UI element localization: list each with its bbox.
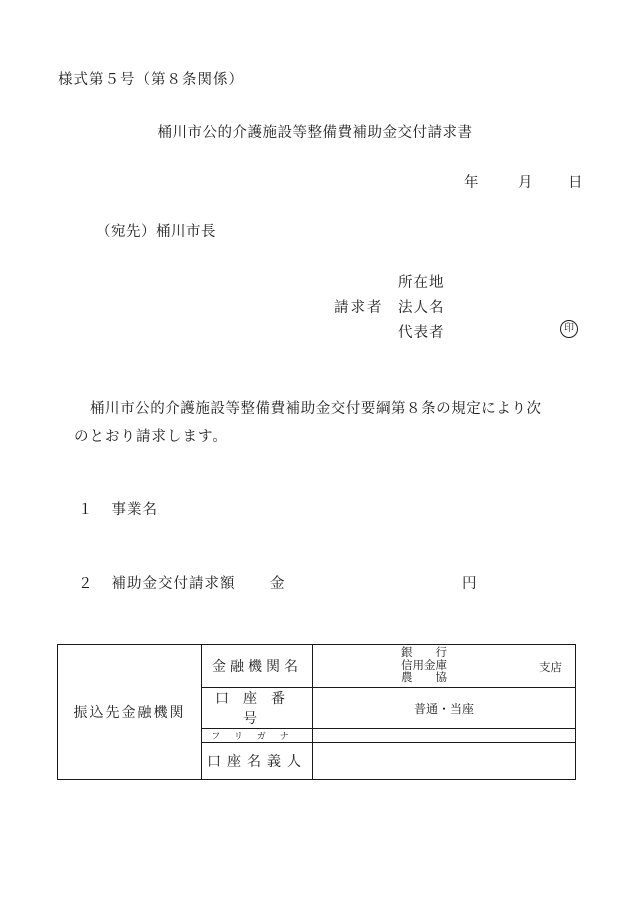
date-month: 月: [518, 175, 533, 191]
body-text-line-2: のとおり請求します。: [74, 429, 228, 445]
item-number: ２: [78, 576, 94, 592]
institution-type-shinkin: 信用金庫: [401, 657, 447, 672]
representative-label: 代表者: [398, 325, 445, 341]
branch-label: 支店: [539, 660, 562, 674]
furigana-label: フリガナ: [202, 729, 313, 743]
item-project-name: [78, 498, 158, 519]
account-holder-field[interactable]: [313, 743, 576, 780]
institution-name-label: 金融機関名: [202, 645, 313, 688]
requester-label: 請求者: [334, 300, 384, 316]
account-holder-label: 口座名義人: [202, 743, 313, 780]
date-line: [464, 171, 583, 192]
document-title: 桶川市公的介護施設等整備費補助金交付請求書: [157, 125, 473, 141]
item-request-amount: [78, 572, 236, 593]
addressee: （宛先）桶川市長: [96, 224, 216, 240]
furigana-field[interactable]: [313, 729, 576, 743]
date-year: 年: [464, 175, 479, 191]
item-label: 補助金交付請求額: [111, 576, 236, 592]
account-type-field[interactable]: 普通・当座: [313, 688, 576, 729]
form-number: 様式第５号（第８条関係）: [58, 72, 244, 88]
item-number: １: [78, 502, 94, 518]
institution-name-field[interactable]: [313, 645, 576, 688]
bank-table-header: 振込先金融機関: [58, 645, 202, 780]
date-day: 日: [568, 175, 583, 191]
bank-transfer-table: [57, 644, 576, 780]
amount-unit: 円: [462, 576, 477, 592]
account-number-label: 口座番号: [202, 688, 313, 729]
seal-mark-icon: 印: [560, 320, 578, 338]
amount-prefix: 金: [270, 576, 285, 592]
item-label: 事業名: [111, 502, 158, 518]
corporation-label: 法人名: [398, 300, 445, 316]
address-label: 所在地: [398, 275, 445, 291]
institution-type-nokyo: 農 協: [401, 670, 447, 684]
body-text-line-1: 桶川市公的介護施設等整備費補助金交付要綱第８条の規定により次: [90, 401, 542, 417]
institution-type-bank: 銀 行: [401, 645, 447, 659]
